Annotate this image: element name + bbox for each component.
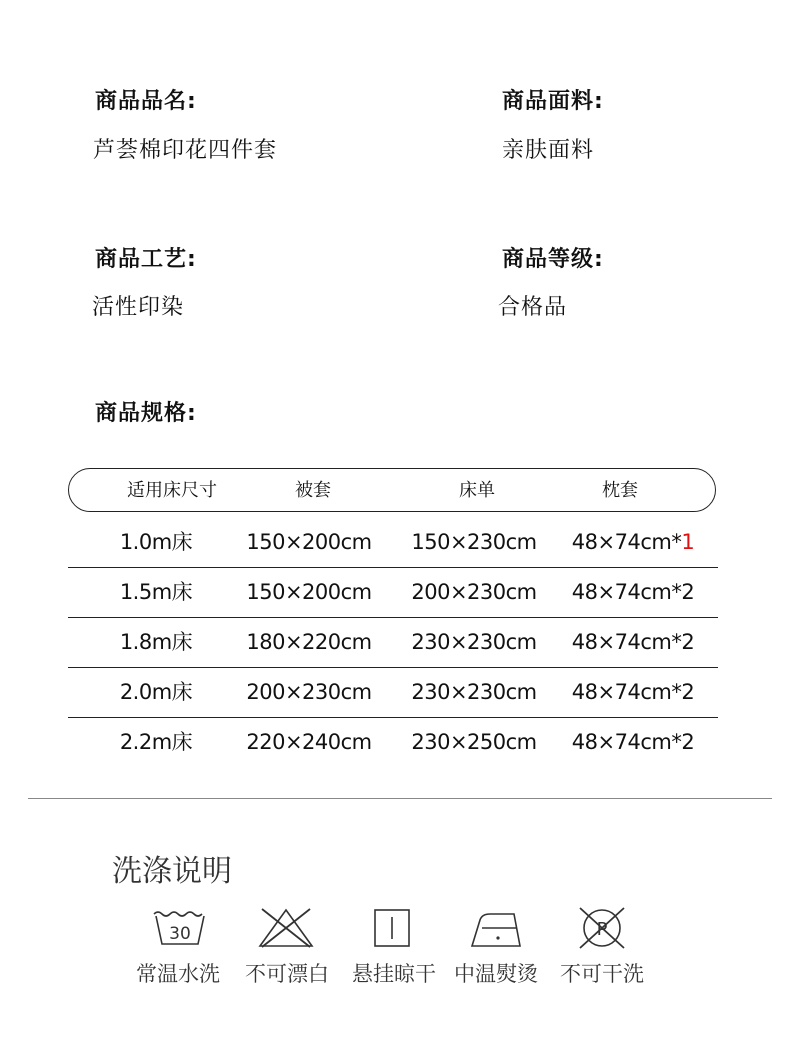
cell-bed-size: 2.0m床: [119, 680, 193, 704]
cell-pillow-size: 48×74cm*: [571, 530, 682, 554]
cell-pillow: 48×74cm*2: [571, 680, 695, 704]
size-spec-label: 商品规格:: [95, 401, 197, 426]
table-row: [68, 567, 718, 618]
cell-duvet: 220×240cm: [246, 730, 372, 754]
care-label-dryclean: 不可干洗: [560, 962, 644, 986]
cell-sheet: 230×250cm: [411, 730, 537, 754]
size-table-header: [68, 468, 716, 512]
care-label-iron: 中温熨烫: [454, 962, 538, 986]
hang-dry-icon: [362, 906, 422, 950]
no-dry-clean-icon: [572, 906, 632, 950]
cell-pillow: [572, 517, 694, 567]
care-label-dry: 悬挂晾干: [352, 962, 436, 986]
fabric-label: 商品面料:: [502, 89, 604, 114]
cell-bed-size: 1.5m床: [119, 580, 193, 604]
wash-30-icon: [150, 906, 210, 950]
cell-bed-size: 2.2m床: [119, 730, 193, 754]
care-label-wash: 常温水洗: [136, 962, 220, 986]
cell-bed-size: 1.8m床: [119, 630, 193, 654]
care-label-bleach: 不可漂白: [245, 962, 329, 986]
wash-temp-text: 30: [169, 924, 191, 944]
cell-pillow: 48×74cm*2: [571, 730, 695, 754]
table-row: [68, 717, 718, 767]
table-row: [68, 617, 718, 668]
cell-sheet: 230×230cm: [411, 680, 537, 704]
header-pillowcase: 枕套: [602, 480, 638, 501]
wash-instructions-title: 洗涤说明: [112, 854, 232, 889]
header-bed-sheet: 床单: [459, 480, 495, 501]
cell-pillow-count: 1: [681, 530, 695, 554]
table-row: [68, 517, 718, 568]
cell-duvet: 150×200cm: [246, 530, 372, 554]
craft-label: 商品工艺:: [95, 247, 197, 272]
product-name-value: 芦荟棉印花四件套: [93, 138, 278, 163]
cell-duvet: 200×230cm: [246, 680, 372, 704]
cell-pillow: 48×74cm*2: [571, 580, 695, 604]
cell-pillow: 48×74cm*2: [571, 630, 695, 654]
no-bleach-icon: [256, 906, 316, 950]
cell-duvet: 150×200cm: [246, 580, 372, 604]
table-row: [68, 667, 718, 718]
header-bed-size: 适用床尺寸: [127, 480, 217, 501]
craft-value: 活性印染: [92, 295, 185, 320]
grade-label: 商品等级:: [502, 247, 604, 272]
section-divider: [28, 798, 772, 799]
cell-bed-size: 1.0m床: [119, 530, 193, 554]
cell-sheet: 230×230cm: [411, 630, 537, 654]
iron-medium-icon: [468, 906, 528, 950]
dry-clean-letter: P: [596, 919, 608, 940]
header-duvet-cover: 被套: [295, 480, 331, 501]
cell-sheet: 200×230cm: [411, 580, 537, 604]
cell-duvet: 180×220cm: [246, 630, 372, 654]
product-name-label: 商品品名:: [95, 89, 197, 114]
cell-sheet: 150×230cm: [411, 530, 537, 554]
grade-value: 合格品: [498, 295, 568, 320]
fabric-value: 亲肤面料: [502, 138, 595, 163]
